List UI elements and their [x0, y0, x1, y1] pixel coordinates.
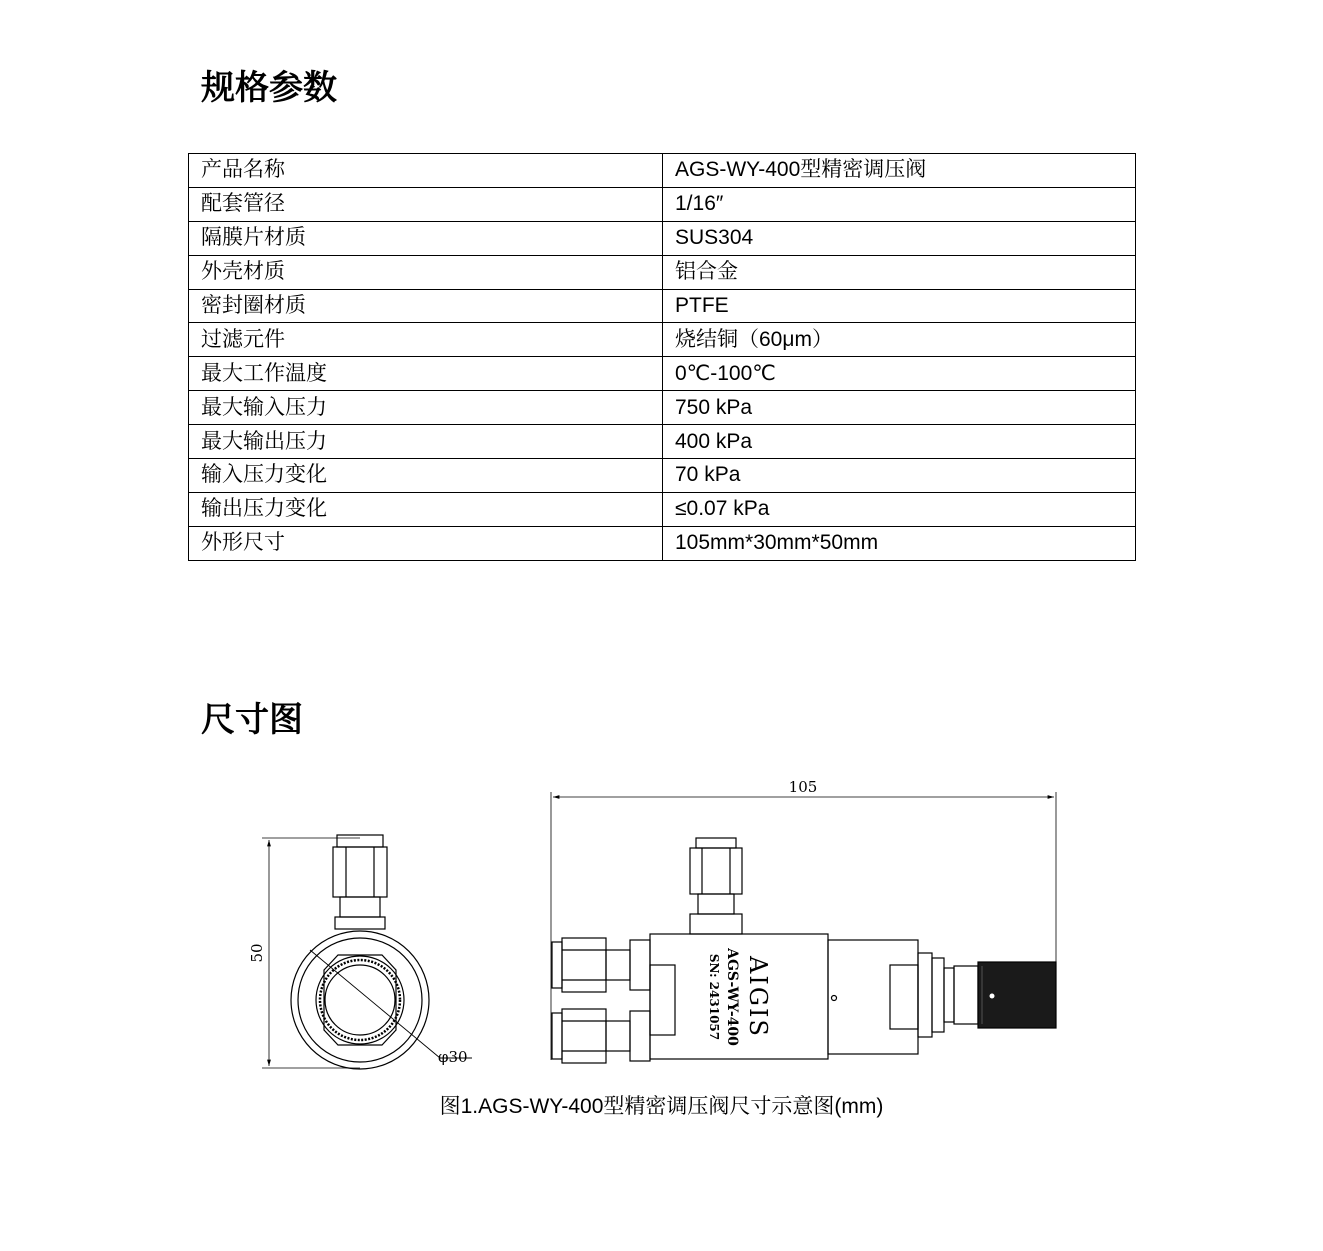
- spec-value: 105mm*30mm*50mm: [663, 526, 1136, 560]
- table-row: [189, 221, 1136, 255]
- dimension-drawing: [240, 770, 1080, 1080]
- dimension-section-title: 尺寸图: [201, 700, 303, 740]
- table-row: [189, 154, 1136, 188]
- spec-value: 70 kPa: [663, 459, 1136, 493]
- spec-label: 产品名称: [189, 154, 663, 188]
- spec-value: SUS304: [663, 221, 1136, 255]
- spec-label: 最大工作温度: [189, 357, 663, 391]
- diameter-dimension-label: φ30: [438, 1048, 468, 1066]
- spec-label: 过滤元件: [189, 323, 663, 357]
- height-dimension-label: 50: [248, 943, 266, 963]
- table-row: [189, 187, 1136, 221]
- spec-table: [188, 153, 1136, 561]
- table-row: [189, 289, 1136, 323]
- spec-table-body: [189, 154, 1136, 561]
- table-row: [189, 425, 1136, 459]
- spec-value: 1/16″: [663, 187, 1136, 221]
- body-serial-label: SN: 2431057: [707, 953, 721, 1041]
- spec-value: 750 kPa: [663, 391, 1136, 425]
- spec-label: 外形尺寸: [189, 526, 663, 560]
- table-row: [189, 323, 1136, 357]
- spec-section-title: 规格参数: [201, 68, 337, 108]
- spec-value: PTFE: [663, 289, 1136, 323]
- table-row: [189, 391, 1136, 425]
- table-row: [189, 492, 1136, 526]
- spec-value: 烧结铜（60μm）: [663, 323, 1136, 357]
- spec-value: ≤0.07 kPa: [663, 492, 1136, 526]
- side-view: [551, 792, 1056, 1063]
- spec-label: 输出压力变化: [189, 492, 663, 526]
- table-row: [189, 526, 1136, 560]
- spec-value: AGS-WY-400型精密调压阀: [663, 154, 1136, 188]
- spec-label: 最大输入压力: [189, 391, 663, 425]
- spec-value: 400 kPa: [663, 425, 1136, 459]
- figure-caption: 图1.AGS-WY-400型精密调压阀尺寸示意图(mm): [439, 1095, 884, 1118]
- spec-label: 最大输出压力: [189, 425, 663, 459]
- spec-label: 配套管径: [189, 187, 663, 221]
- table-row: [189, 357, 1136, 391]
- spec-label: 密封圈材质: [189, 289, 663, 323]
- table-row: [189, 255, 1136, 289]
- spec-value: 0℃-100℃: [663, 357, 1136, 391]
- table-row: [189, 459, 1136, 493]
- length-dimension-label: 105: [788, 778, 818, 796]
- body-brand-label: AIGIS: [744, 956, 772, 1038]
- spec-label: 输入压力变化: [189, 459, 663, 493]
- spec-label: 隔膜片材质: [189, 221, 663, 255]
- spec-value: 铝合金: [663, 255, 1136, 289]
- body-model-label: AGS-WY-400: [724, 948, 740, 1046]
- end-view: [262, 835, 472, 1069]
- spec-label: 外壳材质: [189, 255, 663, 289]
